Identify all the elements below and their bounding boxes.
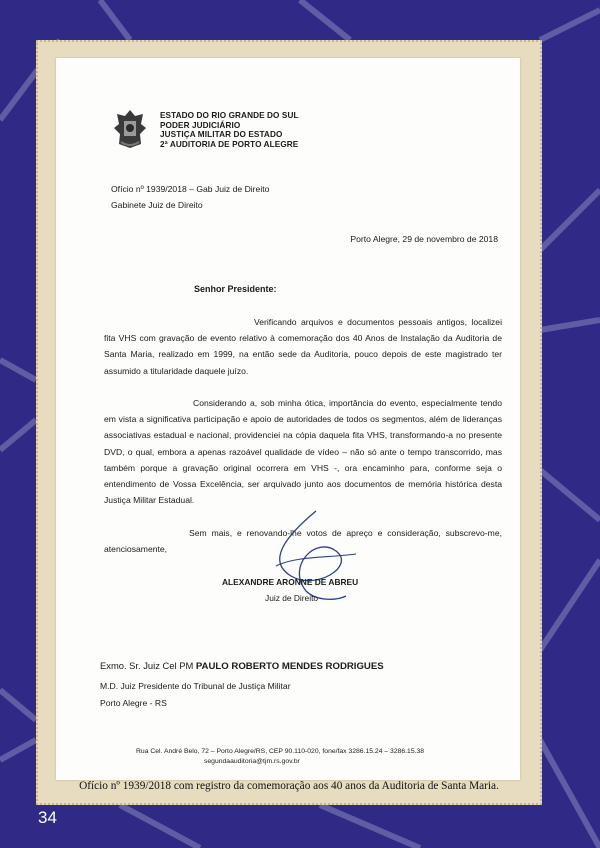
- addressee-line: [100, 660, 384, 672]
- letter-paragraph: Considerando a, sob minha ótica, importância do evento, especialmente tendo em vista a significativa participação e apoio de autoridades de todos os segmentos, além de lideranças associativas estadual e nacional, providenciei na cópia daquela fita VHS, transformando-a no presente DVD, o qual, embora a apenas razoável qualidade de vídeo – não só ante o tempo transcorrido, mas também porque a gravação original ocorrera em VHS -, ora encaminho para, conforme seja o entendimento de Vossa Excelência, ser arquivado junto aos documentos de memória histórica desta Justiça Militar Estadual.: [104, 398, 502, 506]
- signer-role: Juiz de Direito: [265, 593, 319, 603]
- letter-paragraph: Sem mais, e renovando-lhe votos de apreço e consideração, subscrevo-me, atenciosamente,: [104, 528, 502, 555]
- addressee-prefix: Exmo. Sr. Juiz Cel PM: [100, 660, 196, 671]
- letter-paragraph: Verificando arquivos e documentos pessoais antigos, localizei fita VHS com gravação de evento relativo à comemoração dos 40 Anos de Instalação da Auditoria de Santa Maria, realizado em 1999, na então sede da Auditoria, pouco depois de este magistrado ter assumido a titularidade daquele juízo.: [104, 317, 502, 376]
- page-number: 34: [38, 808, 57, 827]
- addressee-city: Porto Alegre - RS: [100, 698, 167, 708]
- handwritten-signature: [246, 506, 376, 606]
- state-coat-of-arms-icon: [113, 108, 147, 150]
- letter-date: Porto Alegre, 29 de novembro de 2018: [350, 234, 498, 244]
- letter-salutation: Senhor Presidente:: [194, 284, 277, 294]
- letterhead-line: PODER JUDICIÁRIO: [160, 120, 241, 130]
- addressee-name: PAULO ROBERTO MENDES RODRIGUES: [195, 661, 384, 672]
- letter-reference: Ofício nº 1939/2018 – Gab Juiz de Direito: [111, 184, 270, 194]
- letter-department: Gabinete Juiz de Direito: [111, 200, 203, 210]
- letterhead-line: JUSTIÇA MILITAR DO ESTADO: [160, 130, 283, 140]
- addressee-title: M.D. Juiz Presidente do Tribunal de Justiça Militar: [100, 681, 291, 691]
- letterhead-line: ESTADO DO RIO GRANDE DO SUL: [160, 111, 299, 120]
- official-letter: [56, 58, 520, 780]
- letterhead-line: 2ª AUDITORIA DE PORTO ALEGRE: [160, 139, 299, 149]
- footer-email: segundaauditoria@tjm.rs.gov.br: [204, 758, 300, 765]
- letterhead: [160, 111, 299, 149]
- figure-caption: Ofício nº 1939/2018 com registro da comemoração aos 40 anos da Auditoria de Santa Maria.: [79, 780, 499, 792]
- footer-address: Rua Cel. André Belo, 72 – Porto Alegre/RS, CEP 90.110-020, fone/fax 3286.15.24 – 3286.15.38: [136, 748, 425, 755]
- signer-name: ALEXANDRE ARONNE DE ABREU: [222, 577, 359, 587]
